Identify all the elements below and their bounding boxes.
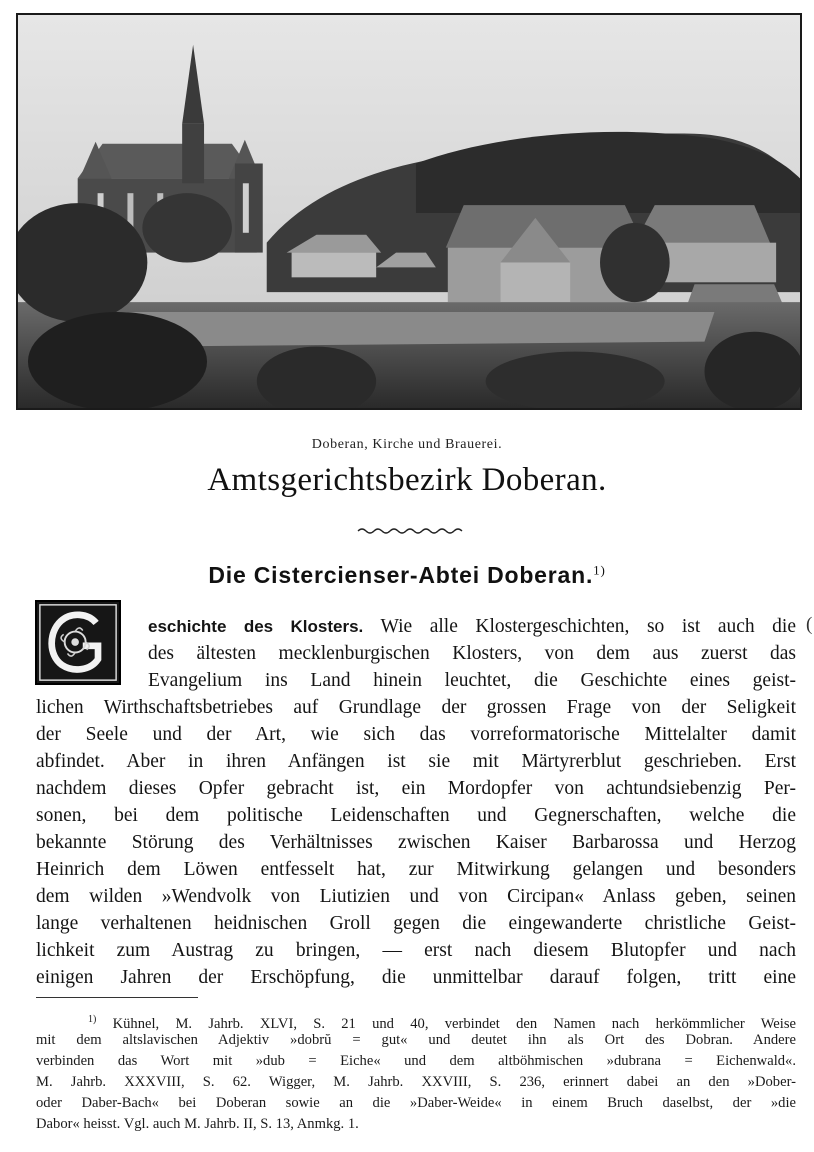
drop-cap-initial — [35, 600, 121, 685]
body-line: abfindet. Aber in ihren Anfängen ist sie mit Märtyrerblut geschrieben. Erst — [36, 751, 796, 772]
section-footnote-mark: 1) — [593, 562, 606, 578]
body-line: Heinrich dem Löwen entfesselt hat, zur Mitwirkung gelangen und besonders — [36, 859, 796, 880]
body-line: einigen Jahren der Erschöpfung, die unmittelbar darauf folgen, tritt eine — [36, 967, 796, 988]
section-title — [0, 562, 814, 589]
footnote-line: mit dem altslavischen Adjektiv »dobrŭ = gut« und deutet ihn als Ort des Dobran. Andere — [36, 1032, 796, 1048]
body-line: lichkeit zum Austrag zu bringen, — erst nach diesem Blutopfer und nach — [36, 940, 796, 961]
lead-words: eschichte des Klosters. — [148, 617, 364, 636]
footnote-line: verbinden das Wort mit »dub = Eiche« und dem altböhmischen »dubrana = Eichenwald«. — [36, 1053, 796, 1069]
wavy-ornament — [356, 526, 466, 536]
page-title: Amtsgerichtsbezirk Doberan. — [207, 462, 607, 498]
body-line: Evangelium ins Land hinein leuchtet, die Geschichte eines geist- — [148, 670, 796, 691]
body-line: sonen, bei dem politische Leidenschaften und Gegnerschaften, welche die — [36, 805, 796, 826]
footnote-line: oder Daber-Bach« bei Doberan sowie an die »Daber-Weide« in einem Bruch daselbst, der »die — [36, 1095, 796, 1111]
body-line: dem wilden »Wendvolk von Liutizien und von Circipan« Anlass geben, seinen — [36, 886, 796, 907]
section-title-text: Die Cistercienser-Abtei Doberan. — [208, 562, 594, 588]
church-brewery-photo — [16, 13, 802, 410]
footnote-separator — [36, 997, 198, 998]
ornamental-letter-icon — [37, 602, 119, 683]
footnote-line: Dabor« heisst. Vgl. auch M. Jahrb. II, S. 13, Anmkg. 1. — [36, 1116, 359, 1132]
body-line: eschichte des Klosters. Wie alle Klostergeschichten, so ist auch die — [148, 616, 797, 637]
body-line: lichen Wirthschaftsbetriebes auf Grundlage der grossen Frage von der Seligkeit — [36, 697, 796, 718]
footnote-line: M. Jahrb. XXXVIII, S. 62. Wigger, M. Jahrb. XXVIII, S. 236, erinnert dabei an den »Dober- — [36, 1074, 796, 1090]
landscape-illustration — [18, 15, 800, 408]
footnote-line: $^{1)}$ Kühnel, M. Jahrb. XLVI, S. 21 und 40, verbindet den Namen nach herkömmlicher Weise — [88, 1014, 796, 1032]
body-line: der Seele und der Art, wie sich das vorreformatorische Mittelalter damit — [36, 724, 796, 745]
body-line: des ältesten mecklenburgischen Klosters, von dem aus zuerst das — [148, 643, 796, 664]
photo-caption: Doberan, Kirche und Brauerei. — [311, 437, 503, 452]
edge-glyph: ( — [806, 614, 813, 635]
body-line: lange verhaltenen heidnischen Groll gegen die eingewanderte christliche Geist- — [36, 913, 796, 934]
footnote-mark: 1) — [88, 1014, 97, 1025]
drop-cap-letter: G — [42, 678, 44, 680]
body-line: bekannte Störung des Verhältnisses zwischen Kaiser Barbarossa und Herzog — [36, 832, 796, 853]
body-line: nachdem dieses Opfer gebracht ist, ein Mordopfer von achtundsiebenzig Per- — [36, 778, 796, 799]
